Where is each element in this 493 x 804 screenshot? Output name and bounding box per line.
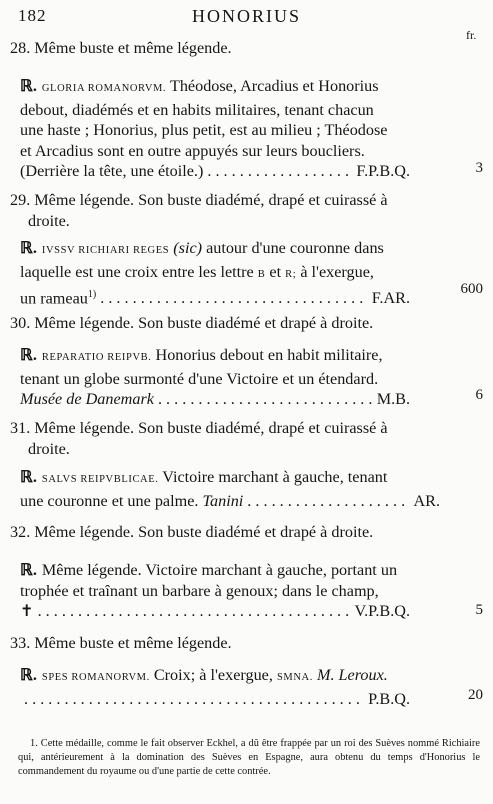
obverse-text: Même légende. Son buste diadémé, drapé et cuirassé à (34, 191, 388, 209)
reverse-text: Croix; à l'exergue, (153, 666, 273, 684)
citation: F.AR. (371, 289, 410, 308)
obverse-text: droite. (28, 211, 70, 230)
reverse-legend: GLORIA ROMANORVM. (41, 83, 167, 94)
reverse-text: tenant un globe surmonté d'une Victoire et un étendard. (20, 369, 379, 388)
reverse-legend: SPES ROMANORVM. (41, 672, 150, 683)
field-letter: R; (285, 268, 297, 280)
price: 600 (460, 281, 483, 297)
reverse-legend: IVSSV RICHIARI REGES (41, 245, 170, 256)
running-title: HONORIUS (191, 6, 301, 26)
page-number: 182 (18, 6, 47, 25)
footnote-number: 1. (30, 738, 38, 749)
entry-reverse (20, 560, 440, 622)
reverse-legend: REPARATIO REIPVB. (41, 352, 152, 363)
citation-line (20, 161, 410, 182)
reverse-mark: ℝ. (20, 468, 37, 486)
reverse-text: Honorius debout en habit militaire, (155, 346, 383, 364)
reverse-text: Théodose, Arcadius et Honorius (169, 77, 379, 95)
reverse-text: trophée et traînant un barbare à genoux; dans le champ, (20, 581, 379, 600)
footnote-ref[interactable]: 1) (87, 289, 97, 300)
entry-obverse (10, 418, 450, 459)
citation: P.B.Q. (368, 689, 410, 708)
entry-obverse (10, 522, 450, 543)
footnote-text: Cette médaille, comme le fait observer Eckhel, a dû être frappée par un roi des Suèves nommé Richiaire qui, antérieurement à la domination des Suèves en Espagne, aura obtenu du temps d'Honorius le commandement du royaume ou d'une partie de cette contrée. (18, 738, 480, 777)
price: 6 (475, 387, 483, 403)
reverse-text: laquelle est une croix entre les lettre (20, 262, 254, 281)
reverse-mark: ℝ. (20, 239, 37, 257)
reverse-last-line: un rameau (20, 289, 88, 308)
entry-obverse (10, 190, 450, 231)
reverse-mark: ℝ. (20, 561, 37, 579)
entry-number: 29. (10, 191, 31, 209)
leader-dots (207, 161, 352, 182)
reverse-last-line: (Derrière la tête, une étoile.) (20, 162, 204, 180)
entry-number: 30. (10, 314, 31, 332)
leader-dots (100, 288, 367, 309)
entry-reverse (20, 665, 440, 709)
collection-name: M. Leroux. (316, 666, 388, 684)
exergue-mark: SMNA. (276, 672, 313, 683)
reverse-text: debout, diadémés et en habits militaires, tenant chacun (20, 100, 374, 119)
price: 20 (468, 687, 483, 703)
price: 3 (475, 160, 483, 176)
reverse-last-line: une couronne et une palme. (20, 491, 199, 510)
leader-dots (24, 689, 364, 710)
reverse-text: et (269, 262, 282, 281)
leader-dots (247, 491, 409, 512)
reverse-text: Victoire marchant à gauche, tenant (162, 468, 388, 486)
field-symbol: ✝ (20, 602, 34, 620)
collection-name: Musée de Danemark (20, 390, 154, 408)
reverse-mark: ℝ. (20, 666, 37, 684)
leader-dots (158, 389, 373, 410)
citation-line (20, 601, 410, 622)
entry-reverse (20, 467, 440, 511)
reverse-text: Même légende. Victoire marchant à gauche, portant un (41, 561, 398, 579)
leader-dots (38, 601, 351, 622)
entry-obverse (10, 633, 450, 654)
entry-reverse (20, 76, 440, 182)
column-head-currency: fr. (466, 28, 477, 42)
obverse-text: Même légende. Son buste diadémé et drapé à droite. (34, 523, 374, 541)
citation: AR. (413, 491, 440, 510)
obverse-text: droite. (28, 439, 70, 458)
sic-note: (sic) (173, 239, 203, 257)
collection-name: Tanini (202, 491, 244, 510)
obverse-text: Même buste et même légende. (34, 39, 232, 57)
entry-reverse (20, 238, 440, 309)
entry-obverse (10, 313, 450, 334)
reverse-mark: ℝ. (20, 346, 37, 364)
citation-line (20, 285, 410, 309)
citation: M.B. (376, 390, 410, 408)
field-letter: B (257, 268, 266, 280)
obverse-text: Même buste et même légende. (34, 634, 232, 652)
footnote (18, 737, 480, 779)
citation-line (20, 389, 410, 410)
citation-line (20, 491, 440, 512)
entry-number: 31. (10, 419, 31, 437)
entry-number: 33. (10, 634, 31, 652)
reverse-text: à l'exergue, (300, 262, 374, 281)
obverse-text: Même légende. Son buste diadémé, drapé et cuirassé à (34, 419, 388, 437)
entry-number: 32. (10, 523, 31, 541)
reverse-text: autour d'une couronne dans (206, 239, 384, 257)
obverse-text: Même légende. Son buste diadémé et drapé à droite. (34, 314, 374, 332)
citation: V.P.B.Q. (354, 602, 410, 620)
entry-reverse (20, 345, 440, 410)
reverse-mark: ℝ. (20, 77, 37, 95)
entry-number: 28. (10, 39, 31, 57)
entry-obverse (10, 38, 450, 59)
reverse-legend: SALVS REIPVBLICAE. (41, 474, 159, 485)
citation: F.P.B.Q. (356, 162, 410, 180)
reverse-text: une haste ; Honorius, plus petit, est au milieu ; Théodose (20, 121, 388, 139)
reverse-text: et Arcadius sont en outre appuyés sur leurs boucliers. (20, 141, 365, 160)
price: 5 (475, 602, 483, 618)
citation-line (20, 689, 410, 710)
